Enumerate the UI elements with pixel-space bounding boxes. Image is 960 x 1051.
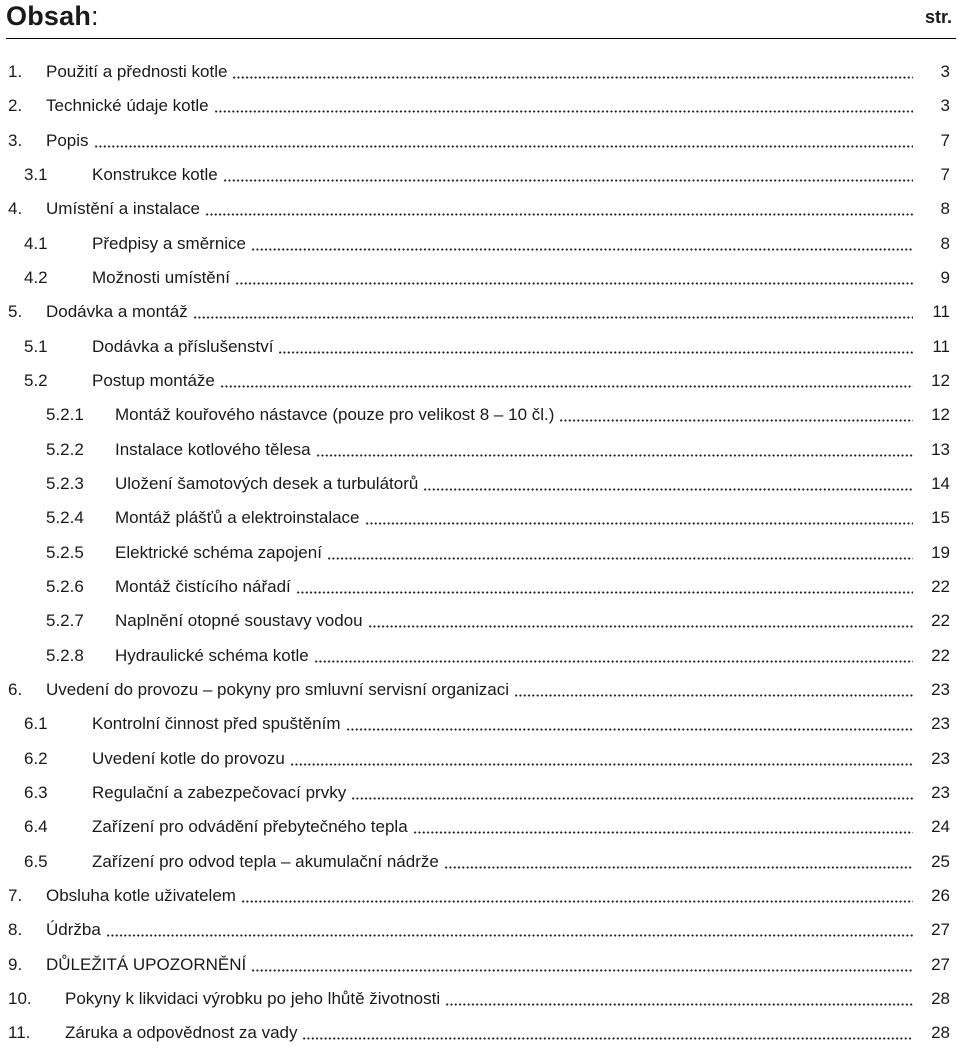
toc-entry-number: 6.2 — [24, 748, 48, 768]
toc-entry-body — [92, 845, 960, 879]
toc-entry-number: 5.2.3 — [46, 474, 84, 494]
toc-entry[interactable] — [0, 810, 960, 844]
toc-entry-page-number[interactable]: 23 — [931, 680, 950, 700]
toc-entry-label[interactable]: Kontrolní činnost před spuštěním — [92, 714, 341, 734]
toc-entry-label[interactable]: Umístění a instalace — [46, 199, 201, 219]
toc-entry[interactable] — [0, 604, 960, 638]
toc-entry-number: 1. — [8, 62, 23, 82]
toc-entry-page-number[interactable]: 22 — [931, 577, 950, 597]
toc-entry-page-number[interactable]: 25 — [931, 851, 950, 871]
toc-entry-page-number[interactable]: 12 — [931, 405, 950, 425]
toc-entry-page-number[interactable]: 23 — [931, 748, 950, 768]
toc-entry-number: 4. — [8, 199, 23, 219]
toc-entry-page-number[interactable]: 8 — [940, 233, 950, 253]
toc-entry-number: 5.2.2 — [46, 439, 84, 459]
toc-entry[interactable] — [0, 742, 960, 776]
toc-entry-label[interactable]: DŮLEŽITÁ UPOZORNĚNÍ — [46, 954, 247, 974]
toc-entry-body — [115, 501, 960, 535]
toc-entry-page-number[interactable]: 11 — [932, 336, 950, 356]
toc-entry[interactable] — [0, 192, 960, 226]
toc-entry[interactable] — [0, 398, 960, 432]
toc-entry[interactable] — [0, 227, 960, 261]
toc-entry-page-number[interactable]: 19 — [931, 542, 950, 562]
toc-entry-label[interactable]: Montáž kouřového nástavce (pouze pro velikost 8 – 10 čl.) — [115, 405, 555, 425]
toc-entry-body — [115, 398, 960, 432]
toc-entry-body — [115, 570, 960, 604]
dot-leader — [214, 99, 913, 113]
toc-entry-page-number[interactable]: 27 — [931, 920, 950, 940]
dot-leader — [220, 374, 913, 388]
toc-entry-body — [46, 89, 960, 123]
toc-entry-body — [92, 776, 960, 810]
dot-leader — [106, 923, 913, 937]
toc-entry-page-number[interactable]: 23 — [931, 783, 950, 803]
toc-entry-body — [92, 364, 960, 398]
dot-leader — [423, 477, 913, 491]
dot-leader — [445, 992, 913, 1006]
toc-entry-label[interactable]: Instalace kotlového tělesa — [115, 439, 311, 459]
toc-entry-body — [46, 913, 960, 947]
dot-leader — [223, 168, 913, 182]
toc-entry-page-number[interactable]: 7 — [940, 165, 950, 185]
dot-leader — [302, 1026, 913, 1040]
toc-entry-body — [115, 639, 960, 673]
toc-entry-body — [115, 536, 960, 570]
toc-entry-number: 6.1 — [24, 714, 48, 734]
toc-entry-number: 7. — [8, 886, 23, 906]
toc-entry-number: 4.2 — [24, 268, 48, 288]
page-title: Obsah: — [6, 1, 99, 31]
toc-entry-label[interactable]: Obsluha kotle uživatelem — [46, 886, 236, 906]
dot-leader — [278, 340, 913, 354]
toc-entry-body — [46, 295, 960, 329]
dot-leader — [251, 958, 913, 972]
toc-entry-label[interactable]: Uvedení kotle do provozu — [92, 748, 285, 768]
toc-entry-page-number[interactable]: 23 — [931, 714, 950, 734]
toc-entry-page-number[interactable]: 3 — [940, 62, 950, 82]
dot-leader — [351, 786, 913, 800]
toc-entry-label[interactable]: Technické údaje kotle — [46, 96, 209, 116]
toc-entry-page-number[interactable]: 12 — [931, 371, 950, 391]
toc-entry-page-number[interactable]: 13 — [931, 439, 950, 459]
toc-entry-body — [92, 810, 960, 844]
toc-entry-number: 9. — [8, 954, 23, 974]
toc-entry-body — [92, 227, 960, 261]
toc-entry[interactable] — [0, 295, 960, 329]
toc-entry[interactable] — [0, 673, 960, 707]
toc-entry-page-number[interactable]: 9 — [940, 268, 950, 288]
toc-entry[interactable] — [0, 948, 960, 982]
toc-entry-number: 6.3 — [24, 783, 48, 803]
dot-leader — [413, 820, 913, 834]
toc-entry[interactable] — [0, 570, 960, 604]
toc-entry-label[interactable]: Montáž čistícího nářadí — [115, 577, 291, 597]
toc-entry-label[interactable]: Uložení šamotových desek a turbulátorů — [115, 474, 419, 494]
toc-entry-number: 4.1 — [24, 233, 48, 253]
toc-entry[interactable] — [0, 467, 960, 501]
toc-entry-body — [65, 982, 960, 1016]
toc-entry[interactable] — [0, 501, 960, 535]
toc-entry-page-number[interactable]: 11 — [932, 302, 950, 322]
toc-entry-body — [46, 673, 960, 707]
toc-entry[interactable] — [0, 433, 960, 467]
toc-entry[interactable] — [0, 913, 960, 947]
toc-entry-body — [46, 55, 960, 89]
toc-entry-page-number[interactable]: 28 — [931, 1023, 950, 1043]
toc-entry[interactable] — [0, 330, 960, 364]
toc-entry-label[interactable]: Montáž plášťů a elektroinstalace — [115, 508, 360, 528]
toc-entry-label[interactable]: Uvedení do provozu – pokyny pro smluvní servisní organizaci — [46, 680, 510, 700]
dot-leader — [205, 202, 913, 216]
toc-entry-body — [46, 948, 960, 982]
table-of-contents — [0, 55, 960, 1051]
toc-entry[interactable] — [0, 776, 960, 810]
toc-header — [6, 0, 956, 39]
toc-entry-label[interactable]: Pokyny k likvidaci výrobku po jeho lhůtě životnosti — [65, 989, 441, 1009]
dot-leader — [514, 683, 913, 697]
toc-entry-page-number[interactable]: 28 — [931, 989, 950, 1009]
dot-leader — [316, 443, 913, 457]
toc-entry-page-number[interactable]: 3 — [940, 96, 950, 116]
dot-leader — [290, 752, 913, 766]
toc-entry-body — [46, 192, 960, 226]
dot-leader — [327, 546, 913, 560]
toc-entry-number: 5.2 — [24, 371, 48, 391]
toc-entry-number: 2. — [8, 96, 23, 116]
toc-entry-body — [92, 330, 960, 364]
toc-entry-body — [46, 879, 960, 913]
dot-leader — [314, 649, 913, 663]
toc-entry-page-number[interactable]: 15 — [931, 508, 950, 528]
toc-entry-number: 3.1 — [24, 165, 48, 185]
toc-entry-label[interactable]: Popis — [46, 130, 89, 150]
toc-entry-number: 6.4 — [24, 817, 48, 837]
toc-entry-label[interactable]: Dodávka a montáž — [46, 302, 188, 322]
toc-entry[interactable] — [0, 879, 960, 913]
toc-entry[interactable] — [0, 845, 960, 879]
dot-leader — [251, 237, 913, 251]
toc-entry-body — [65, 1016, 960, 1050]
toc-entry-label[interactable]: Hydraulické schéma kotle — [115, 645, 309, 665]
dot-leader — [368, 614, 913, 628]
toc-entry[interactable] — [0, 55, 960, 89]
toc-entry-number: 5.2.6 — [46, 577, 84, 597]
dot-leader — [241, 889, 913, 903]
toc-entry-label[interactable]: Elektrické schéma zapojení — [115, 542, 322, 562]
toc-entry-page-number[interactable]: 26 — [931, 886, 950, 906]
toc-entry-body — [115, 604, 960, 638]
toc-entry-number: 5.2.4 — [46, 508, 84, 528]
toc-entry-page-number[interactable]: 22 — [931, 611, 950, 631]
page-column-label: str. — [924, 7, 952, 27]
toc-entry-body — [92, 707, 960, 741]
toc-entry-number: 5. — [8, 302, 23, 322]
toc-entry-label[interactable]: Údržba — [46, 920, 101, 940]
toc-entry-number: 5.2.7 — [46, 611, 84, 631]
toc-entry-number: 5.2.5 — [46, 542, 84, 562]
toc-entry-label[interactable]: Předpisy a směrnice — [92, 233, 247, 253]
dot-leader — [559, 408, 913, 422]
dot-leader — [94, 134, 913, 148]
toc-entry-number: 5.1 — [24, 336, 48, 356]
toc-entry[interactable] — [0, 536, 960, 570]
toc-entry-label[interactable]: Naplnění otopné soustavy vodou — [115, 611, 363, 631]
toc-entry[interactable] — [0, 707, 960, 741]
toc-entry-number: 10. — [8, 989, 32, 1009]
toc-entry-body — [115, 467, 960, 501]
toc-entry-label[interactable]: Konstrukce kotle — [92, 165, 218, 185]
toc-entry[interactable] — [0, 261, 960, 295]
toc-entry-body — [92, 742, 960, 776]
toc-entry[interactable] — [0, 124, 960, 158]
toc-entry[interactable] — [0, 639, 960, 673]
toc-entry-page-number[interactable]: 8 — [940, 199, 950, 219]
toc-entry[interactable] — [0, 89, 960, 123]
dot-leader — [296, 580, 913, 594]
toc-entry-number: 11. — [8, 1023, 31, 1043]
toc-entry-page-number[interactable]: 7 — [940, 130, 950, 150]
toc-entry[interactable] — [0, 1016, 960, 1050]
dot-leader — [444, 855, 913, 869]
toc-entry-page-number[interactable]: 22 — [931, 645, 950, 665]
toc-entry-number: 3. — [8, 130, 23, 150]
toc-entry-body — [115, 433, 960, 467]
toc-entry-page-number[interactable]: 14 — [931, 474, 950, 494]
toc-entry-body — [92, 261, 960, 295]
toc-entry-number: 5.2.8 — [46, 645, 84, 665]
toc-entry-number: 6.5 — [24, 851, 48, 871]
toc-entry[interactable] — [0, 982, 960, 1016]
toc-entry-label[interactable]: Regulační a zabezpečovací prvky — [92, 783, 347, 803]
toc-entry-label[interactable]: Dodávka a příslušenství — [92, 336, 274, 356]
toc-entry-number: 5.2.1 — [46, 405, 84, 425]
toc-entry-number: 6. — [8, 680, 23, 700]
dot-leader — [232, 65, 913, 79]
dot-leader — [365, 511, 913, 525]
toc-entry-label[interactable]: Zařízení pro odvádění přebytečného tepla — [92, 817, 408, 837]
toc-entry-number: 8. — [8, 920, 23, 940]
toc-entry-label[interactable]: Postup montáže — [92, 371, 215, 391]
dot-leader — [235, 271, 913, 285]
toc-entry-page-number[interactable]: 27 — [931, 954, 950, 974]
toc-entry-body — [92, 158, 960, 192]
toc-entry-body — [46, 124, 960, 158]
toc-entry-label[interactable]: Zařízení pro odvod tepla – akumulační nádrže — [92, 851, 439, 871]
toc-entry-label[interactable]: Záruka a odpovědnost za vady — [65, 1023, 298, 1043]
dot-leader — [193, 305, 913, 319]
dot-leader — [346, 717, 913, 731]
toc-entry[interactable] — [0, 158, 960, 192]
toc-entry-label[interactable]: Použití a přednosti kotle — [46, 62, 228, 82]
toc-entry[interactable] — [0, 364, 960, 398]
toc-entry-page-number[interactable]: 24 — [931, 817, 950, 837]
toc-entry-label[interactable]: Možnosti umístění — [92, 268, 230, 288]
